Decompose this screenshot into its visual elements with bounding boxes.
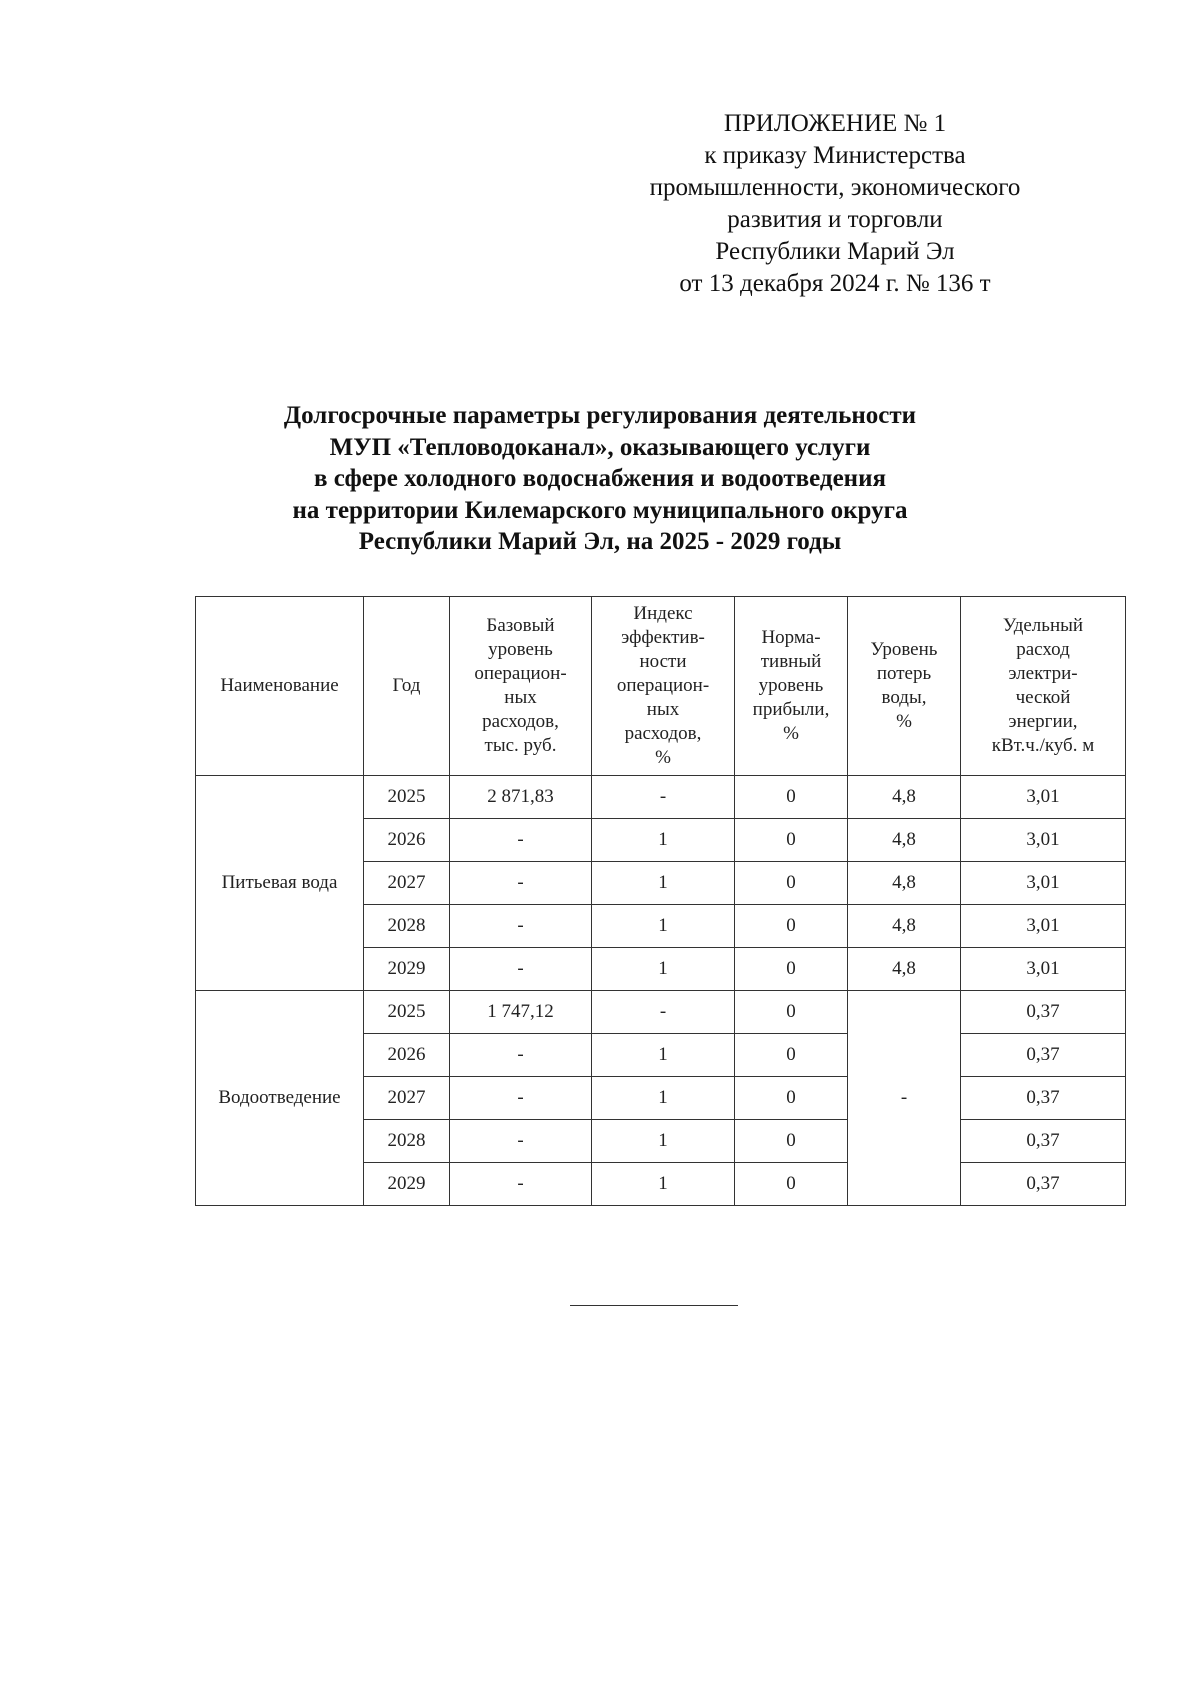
cell-energy: 3,01 — [961, 905, 1126, 948]
cell-loss: 4,8 — [848, 819, 961, 862]
header-label: Наименование — [220, 675, 339, 696]
cell-energy: 3,01 — [961, 776, 1126, 819]
cell-profit: 0 — [735, 1120, 848, 1163]
cell-base: 2 871,83 — [450, 776, 592, 819]
table-row — [196, 991, 1126, 1034]
title-line: Республики Марий Эл, на 2025 - 2029 годы — [358, 528, 842, 555]
table-row — [196, 776, 1126, 819]
cell-year: 2029 — [364, 1163, 450, 1206]
cell-energy: 3,01 — [961, 862, 1126, 905]
appendix-line: к приказу Министерства — [704, 142, 966, 169]
cell-energy: 0,37 — [961, 1034, 1126, 1077]
cell-loss-merged: - — [848, 991, 961, 1206]
cell-base: - — [450, 948, 592, 991]
header-water-loss — [848, 597, 961, 776]
cell-base: 1 747,12 — [450, 991, 592, 1034]
appendix-line: развития и торговли — [727, 206, 943, 233]
cell-loss: 4,8 — [848, 776, 961, 819]
end-divider — [570, 1305, 738, 1306]
header-name — [196, 597, 364, 776]
header-label: Индекс эффектив- ности операцион- ных расходов, % — [616, 603, 710, 768]
cell-profit: 0 — [735, 991, 848, 1034]
table-header-row — [196, 597, 1126, 776]
cell-profit: 0 — [735, 862, 848, 905]
cell-year: 2028 — [364, 1120, 450, 1163]
title-line: на территории Килемарского муниципального округа — [292, 496, 908, 524]
cell-year: 2025 — [364, 991, 450, 1034]
appendix-block — [620, 108, 1050, 300]
cell-profit: 0 — [735, 905, 848, 948]
cell-energy: 0,37 — [961, 1120, 1126, 1163]
cell-profit: 0 — [735, 948, 848, 991]
cell-year: 2027 — [364, 1077, 450, 1120]
cell-loss: 4,8 — [848, 948, 961, 991]
cell-profit: 0 — [735, 1163, 848, 1206]
title-line: Долгосрочные параметры регулирования деятельности — [283, 402, 917, 429]
header-label: Норма- тивный уровень прибыли, % — [752, 627, 830, 744]
cell-base: - — [450, 819, 592, 862]
cell-index: 1 — [592, 1034, 735, 1077]
cell-year: 2029 — [364, 948, 450, 991]
cell-profit: 0 — [735, 819, 848, 862]
group-name-wastewater: Водоотведение — [196, 991, 364, 1206]
cell-index: 1 — [592, 1120, 735, 1163]
cell-year: 2026 — [364, 819, 450, 862]
appendix-number: ПРИЛОЖЕНИЕ № 1 — [723, 110, 947, 137]
cell-loss: 4,8 — [848, 862, 961, 905]
appendix-order-date: от 13 декабря 2024 г. № 136 т — [679, 270, 991, 297]
cell-year: 2027 — [364, 862, 450, 905]
header-year — [364, 597, 450, 776]
cell-profit: 0 — [735, 776, 848, 819]
cell-base: - — [450, 1077, 592, 1120]
cell-index: 1 — [592, 948, 735, 991]
cell-base: - — [450, 1120, 592, 1163]
cell-energy: 0,37 — [961, 991, 1126, 1034]
header-label: Базовый уровень операцион- ных расходов, тыс. руб. — [474, 615, 567, 756]
cell-index: 1 — [592, 862, 735, 905]
cell-energy: 3,01 — [961, 948, 1126, 991]
cell-profit: 0 — [735, 1034, 848, 1077]
header-label: Удельный расход электри- ческой энергии, кВт.ч./куб. м — [991, 615, 1095, 756]
cell-loss: 4,8 — [848, 905, 961, 948]
cell-year: 2026 — [364, 1034, 450, 1077]
document-title — [200, 400, 1000, 558]
cell-index: 1 — [592, 1077, 735, 1120]
parameters-table — [195, 596, 1126, 1206]
cell-index: - — [592, 991, 735, 1034]
cell-energy: 0,37 — [961, 1163, 1126, 1206]
header-label: Уровень потерь воды, % — [870, 639, 938, 732]
header-base-costs — [450, 597, 592, 776]
cell-base: - — [450, 905, 592, 948]
appendix-line: Республики Марий Эл — [715, 238, 955, 265]
cell-year: 2028 — [364, 905, 450, 948]
cell-index: 1 — [592, 1163, 735, 1206]
cell-index: - — [592, 776, 735, 819]
cell-index: 1 — [592, 819, 735, 862]
group-name-drinking-water: Питьевая вода — [196, 776, 364, 991]
cell-energy: 0,37 — [961, 1077, 1126, 1120]
header-energy-consumption — [961, 597, 1126, 776]
cell-energy: 3,01 — [961, 819, 1126, 862]
header-profit-level — [735, 597, 848, 776]
cell-profit: 0 — [735, 1077, 848, 1120]
header-efficiency-index — [592, 597, 735, 776]
cell-index: 1 — [592, 905, 735, 948]
cell-base: - — [450, 1163, 592, 1206]
cell-base: - — [450, 1034, 592, 1077]
cell-base: - — [450, 862, 592, 905]
header-label: Год — [392, 675, 421, 696]
title-line: МУП «Тепловодоканал», оказывающего услуги — [329, 433, 871, 461]
appendix-line: промышленности, экономического — [649, 174, 1021, 201]
title-line: в сфере холодного водоснабжения и водоотведения — [313, 465, 887, 492]
cell-year: 2025 — [364, 776, 450, 819]
